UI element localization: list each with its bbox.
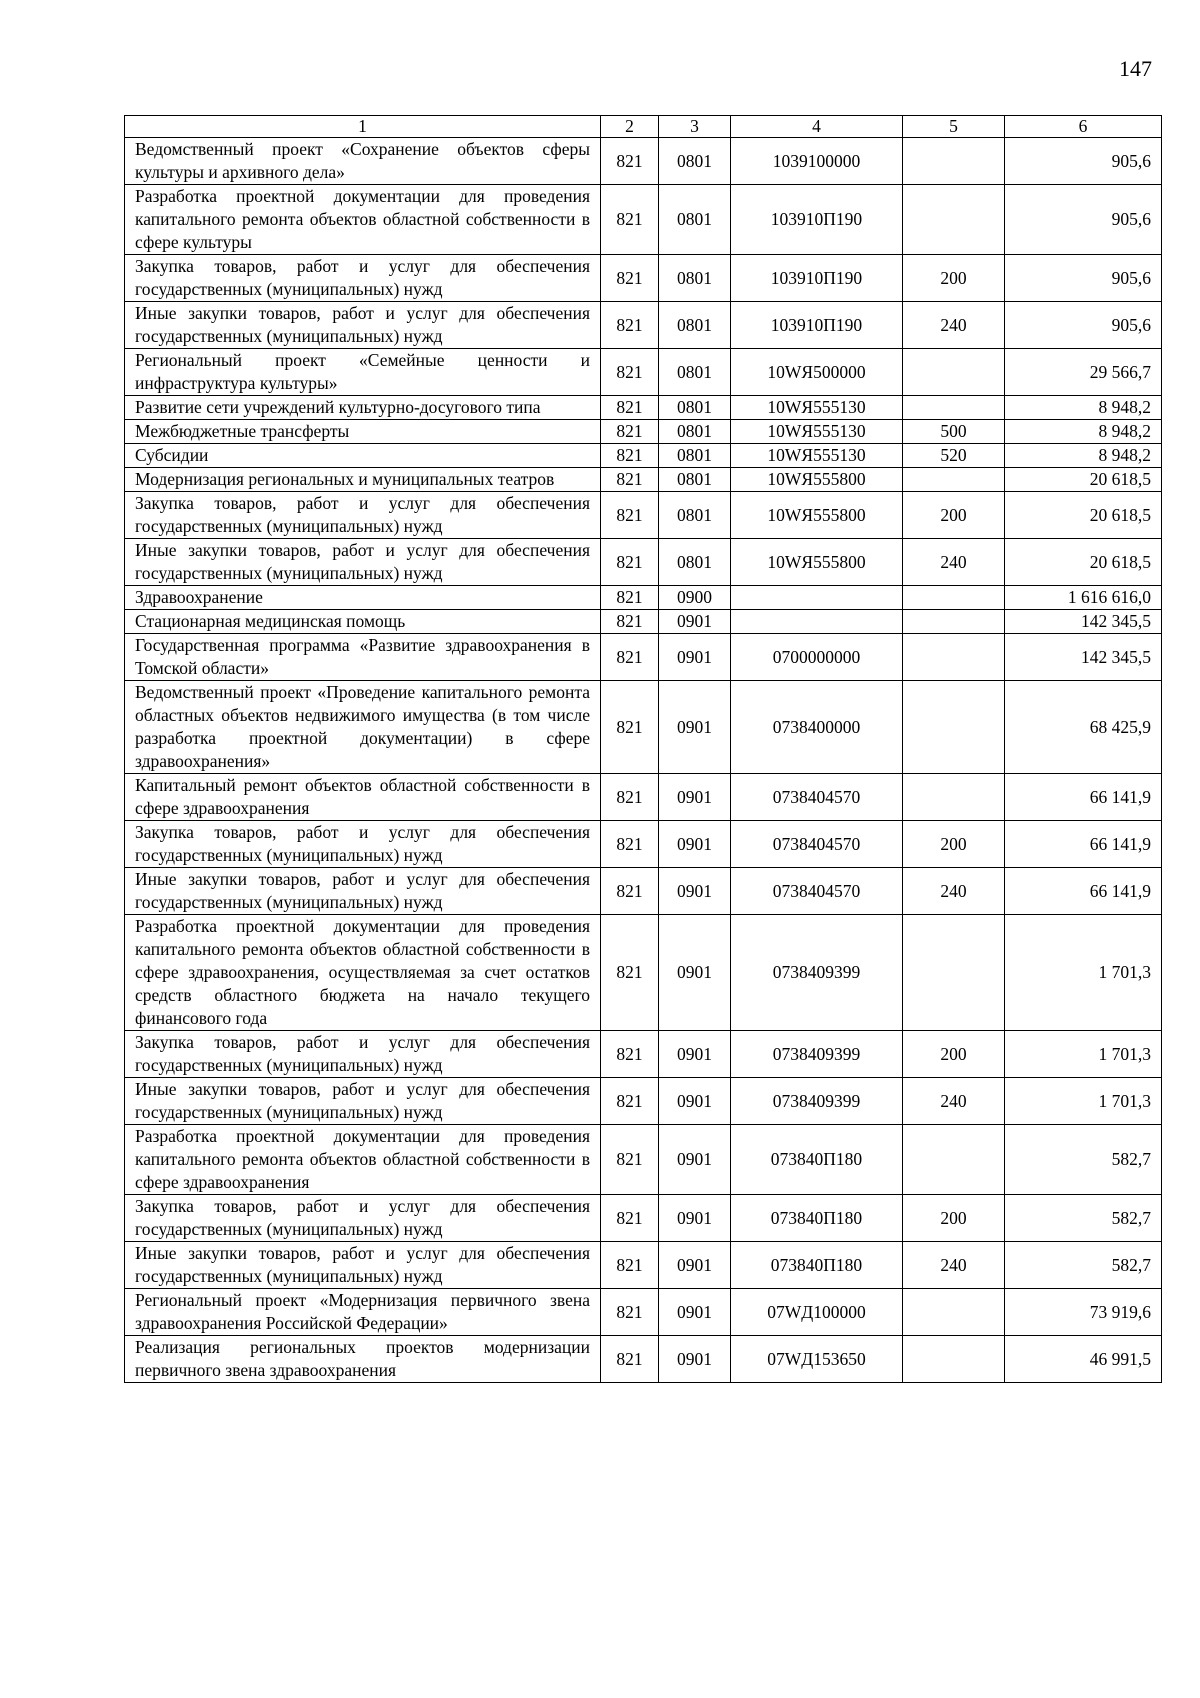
cell-section-code: 0901 [659, 610, 731, 634]
cell-amount: 905,6 [1005, 255, 1162, 302]
table-row [125, 1195, 1162, 1242]
table-row [125, 868, 1162, 915]
header-row [125, 116, 1162, 138]
cell-expense-type [903, 185, 1005, 255]
cell-ministry-code: 821 [601, 1336, 659, 1383]
cell-section-code: 0901 [659, 1336, 731, 1383]
cell-amount: 905,6 [1005, 138, 1162, 185]
cell-name: Закупка товаров, работ и услуг для обеспечения государственных (муниципальных) нужд [125, 1031, 601, 1078]
cell-amount: 20 618,5 [1005, 492, 1162, 539]
cell-expense-type [903, 1289, 1005, 1336]
cell-name: Региональный проект «Модернизация первичного звена здравоохранения Российской Федерации» [125, 1289, 601, 1336]
table-row [125, 1289, 1162, 1336]
cell-name: Ведомственный проект «Проведение капитального ремонта областных объектов недвижимого имущества (в том числе разработка проектной документации) в сфере здравоохранения» [125, 681, 601, 774]
cell-expense-type: 240 [903, 302, 1005, 349]
table-row [125, 396, 1162, 420]
table-row [125, 610, 1162, 634]
cell-ministry-code: 821 [601, 774, 659, 821]
cell-ministry-code: 821 [601, 1125, 659, 1195]
cell-target-article: 073840П180 [731, 1125, 903, 1195]
cell-name: Закупка товаров, работ и услуг для обеспечения государственных (муниципальных) нужд [125, 821, 601, 868]
cell-target-article: 10WЯ555130 [731, 444, 903, 468]
cell-section-code: 0901 [659, 1125, 731, 1195]
cell-section-code: 0901 [659, 915, 731, 1031]
cell-amount: 142 345,5 [1005, 634, 1162, 681]
cell-section-code: 0901 [659, 1078, 731, 1125]
table-row [125, 302, 1162, 349]
cell-target-article: 0738404570 [731, 868, 903, 915]
page-number: 147 [1119, 56, 1152, 81]
cell-section-code: 0801 [659, 444, 731, 468]
cell-amount: 20 618,5 [1005, 468, 1162, 492]
cell-amount: 905,6 [1005, 302, 1162, 349]
column-header: 5 [903, 116, 1005, 138]
cell-ministry-code: 821 [601, 302, 659, 349]
cell-name: Ведомственный проект «Сохранение объектов сферы культуры и архивного дела» [125, 138, 601, 185]
cell-section-code: 0901 [659, 681, 731, 774]
cell-section-code: 0901 [659, 868, 731, 915]
cell-amount: 73 919,6 [1005, 1289, 1162, 1336]
cell-ministry-code: 821 [601, 1289, 659, 1336]
cell-name: Межбюджетные трансферты [125, 420, 601, 444]
cell-expense-type [903, 349, 1005, 396]
cell-amount: 68 425,9 [1005, 681, 1162, 774]
table-row [125, 185, 1162, 255]
cell-ministry-code: 821 [601, 468, 659, 492]
cell-ministry-code: 821 [601, 396, 659, 420]
cell-expense-type: 200 [903, 255, 1005, 302]
cell-section-code: 0901 [659, 774, 731, 821]
cell-name: Разработка проектной документации для проведения капитального ремонта объектов областной собственности в сфере культуры [125, 185, 601, 255]
cell-target-article: 103910П190 [731, 255, 903, 302]
cell-target-article: 103910П190 [731, 302, 903, 349]
table-row [125, 1125, 1162, 1195]
cell-ministry-code: 821 [601, 586, 659, 610]
cell-expense-type: 200 [903, 1195, 1005, 1242]
cell-section-code: 0801 [659, 255, 731, 302]
cell-expense-type [903, 468, 1005, 492]
cell-ministry-code: 821 [601, 539, 659, 586]
table-row [125, 444, 1162, 468]
cell-target-article: 073840П180 [731, 1242, 903, 1289]
table-row [125, 586, 1162, 610]
cell-name: Субсидии [125, 444, 601, 468]
cell-section-code: 0801 [659, 349, 731, 396]
cell-name: Разработка проектной документации для проведения капитального ремонта объектов областной собственности в сфере здравоохранения, осуществляемая за счет остатков средств областного бюджета на начало текущего финансового года [125, 915, 601, 1031]
cell-target-article: 1039100000 [731, 138, 903, 185]
cell-ministry-code: 821 [601, 444, 659, 468]
table-row [125, 1078, 1162, 1125]
table-row [125, 1336, 1162, 1383]
table-row [125, 915, 1162, 1031]
cell-amount: 142 345,5 [1005, 610, 1162, 634]
cell-expense-type [903, 774, 1005, 821]
column-header: 2 [601, 116, 659, 138]
cell-expense-type [903, 610, 1005, 634]
cell-expense-type: 520 [903, 444, 1005, 468]
cell-target-article: 103910П190 [731, 185, 903, 255]
cell-ministry-code: 821 [601, 915, 659, 1031]
cell-amount: 29 566,7 [1005, 349, 1162, 396]
cell-amount: 582,7 [1005, 1195, 1162, 1242]
cell-name: Государственная программа «Развитие здравоохранения в Томской области» [125, 634, 601, 681]
cell-ministry-code: 821 [601, 610, 659, 634]
cell-target-article: 10WЯ555800 [731, 492, 903, 539]
cell-expense-type: 240 [903, 868, 1005, 915]
cell-ministry-code: 821 [601, 492, 659, 539]
cell-name: Капитальный ремонт объектов областной собственности в сфере здравоохранения [125, 774, 601, 821]
table-row [125, 634, 1162, 681]
cell-expense-type: 200 [903, 821, 1005, 868]
cell-name: Региональный проект «Семейные ценности и инфраструктура культуры» [125, 349, 601, 396]
cell-amount: 1 616 616,0 [1005, 586, 1162, 610]
cell-expense-type: 240 [903, 1242, 1005, 1289]
cell-section-code: 0801 [659, 302, 731, 349]
cell-ministry-code: 821 [601, 185, 659, 255]
table-body [125, 138, 1162, 1383]
table-row [125, 138, 1162, 185]
cell-expense-type [903, 1125, 1005, 1195]
cell-target-article: 073840П180 [731, 1195, 903, 1242]
cell-ministry-code: 821 [601, 1195, 659, 1242]
cell-amount: 582,7 [1005, 1125, 1162, 1195]
cell-name: Модернизация региональных и муниципальных театров [125, 468, 601, 492]
cell-name: Закупка товаров, работ и услуг для обеспечения государственных (муниципальных) нужд [125, 492, 601, 539]
cell-name: Развитие сети учреждений культурно-досугового типа [125, 396, 601, 420]
cell-amount: 20 618,5 [1005, 539, 1162, 586]
cell-name: Разработка проектной документации для проведения капитального ремонта объектов областной собственности в сфере здравоохранения [125, 1125, 601, 1195]
cell-target-article: 10WЯ500000 [731, 349, 903, 396]
cell-target-article [731, 610, 903, 634]
cell-name: Иные закупки товаров, работ и услуг для обеспечения государственных (муниципальных) нужд [125, 302, 601, 349]
cell-amount: 66 141,9 [1005, 774, 1162, 821]
cell-expense-type: 500 [903, 420, 1005, 444]
cell-name: Иные закупки товаров, работ и услуг для обеспечения государственных (муниципальных) нужд [125, 1078, 601, 1125]
cell-ministry-code: 821 [601, 138, 659, 185]
table-row [125, 821, 1162, 868]
cell-target-article: 10WЯ555130 [731, 396, 903, 420]
cell-amount: 1 701,3 [1005, 1078, 1162, 1125]
table-row [125, 420, 1162, 444]
cell-expense-type [903, 634, 1005, 681]
cell-section-code: 0901 [659, 1031, 731, 1078]
cell-ministry-code: 821 [601, 634, 659, 681]
cell-target-article: 0700000000 [731, 634, 903, 681]
cell-section-code: 0801 [659, 492, 731, 539]
table-row [125, 539, 1162, 586]
cell-section-code: 0801 [659, 420, 731, 444]
cell-expense-type [903, 396, 1005, 420]
cell-amount: 66 141,9 [1005, 868, 1162, 915]
cell-ministry-code: 821 [601, 821, 659, 868]
table-row [125, 681, 1162, 774]
cell-amount: 1 701,3 [1005, 1031, 1162, 1078]
cell-expense-type [903, 1336, 1005, 1383]
cell-target-article: 0738409399 [731, 1078, 903, 1125]
cell-expense-type: 200 [903, 492, 1005, 539]
cell-target-article: 0738400000 [731, 681, 903, 774]
cell-name: Иные закупки товаров, работ и услуг для обеспечения государственных (муниципальных) нужд [125, 868, 601, 915]
cell-ministry-code: 821 [601, 349, 659, 396]
cell-ministry-code: 821 [601, 681, 659, 774]
cell-name: Закупка товаров, работ и услуг для обеспечения государственных (муниципальных) нужд [125, 255, 601, 302]
cell-ministry-code: 821 [601, 868, 659, 915]
column-header: 6 [1005, 116, 1162, 138]
cell-target-article: 0738409399 [731, 1031, 903, 1078]
table-row [125, 1242, 1162, 1289]
table-row [125, 1031, 1162, 1078]
cell-amount: 905,6 [1005, 185, 1162, 255]
cell-expense-type [903, 681, 1005, 774]
cell-amount: 1 701,3 [1005, 915, 1162, 1031]
cell-section-code: 0901 [659, 1242, 731, 1289]
cell-expense-type: 240 [903, 1078, 1005, 1125]
cell-section-code: 0801 [659, 396, 731, 420]
cell-target-article: 10WЯ555800 [731, 539, 903, 586]
cell-expense-type [903, 915, 1005, 1031]
cell-target-article: 0738404570 [731, 821, 903, 868]
cell-name: Иные закупки товаров, работ и услуг для обеспечения государственных (муниципальных) нужд [125, 1242, 601, 1289]
cell-section-code: 0901 [659, 634, 731, 681]
table-row [125, 492, 1162, 539]
cell-target-article: 0738409399 [731, 915, 903, 1031]
cell-ministry-code: 821 [601, 1078, 659, 1125]
table-row [125, 774, 1162, 821]
cell-name: Закупка товаров, работ и услуг для обеспечения государственных (муниципальных) нужд [125, 1195, 601, 1242]
cell-section-code: 0901 [659, 1289, 731, 1336]
cell-ministry-code: 821 [601, 255, 659, 302]
table-row [125, 468, 1162, 492]
cell-ministry-code: 821 [601, 1031, 659, 1078]
cell-target-article: 07WД153650 [731, 1336, 903, 1383]
cell-expense-type [903, 586, 1005, 610]
cell-expense-type: 240 [903, 539, 1005, 586]
cell-section-code: 0801 [659, 138, 731, 185]
column-header: 1 [125, 116, 601, 138]
cell-amount: 8 948,2 [1005, 396, 1162, 420]
cell-section-code: 0801 [659, 468, 731, 492]
budget-table [124, 115, 1162, 1383]
cell-name: Иные закупки товаров, работ и услуг для обеспечения государственных (муниципальных) нужд [125, 539, 601, 586]
cell-section-code: 0901 [659, 821, 731, 868]
cell-name: Реализация региональных проектов модернизации первичного звена здравоохранения [125, 1336, 601, 1383]
cell-name: Здравоохранение [125, 586, 601, 610]
cell-name: Стационарная медицинская помощь [125, 610, 601, 634]
cell-target-article: 07WД100000 [731, 1289, 903, 1336]
table-row [125, 349, 1162, 396]
cell-amount: 8 948,2 [1005, 444, 1162, 468]
cell-target-article: 0738404570 [731, 774, 903, 821]
table-row [125, 255, 1162, 302]
cell-section-code: 0801 [659, 539, 731, 586]
cell-target-article [731, 586, 903, 610]
cell-target-article: 10WЯ555800 [731, 468, 903, 492]
cell-target-article: 10WЯ555130 [731, 420, 903, 444]
column-header: 4 [731, 116, 903, 138]
column-header: 3 [659, 116, 731, 138]
cell-section-code: 0801 [659, 185, 731, 255]
cell-section-code: 0900 [659, 586, 731, 610]
cell-expense-type [903, 138, 1005, 185]
cell-section-code: 0901 [659, 1195, 731, 1242]
cell-ministry-code: 821 [601, 1242, 659, 1289]
cell-ministry-code: 821 [601, 420, 659, 444]
cell-amount: 46 991,5 [1005, 1336, 1162, 1383]
cell-expense-type: 200 [903, 1031, 1005, 1078]
cell-amount: 8 948,2 [1005, 420, 1162, 444]
cell-amount: 66 141,9 [1005, 821, 1162, 868]
cell-amount: 582,7 [1005, 1242, 1162, 1289]
